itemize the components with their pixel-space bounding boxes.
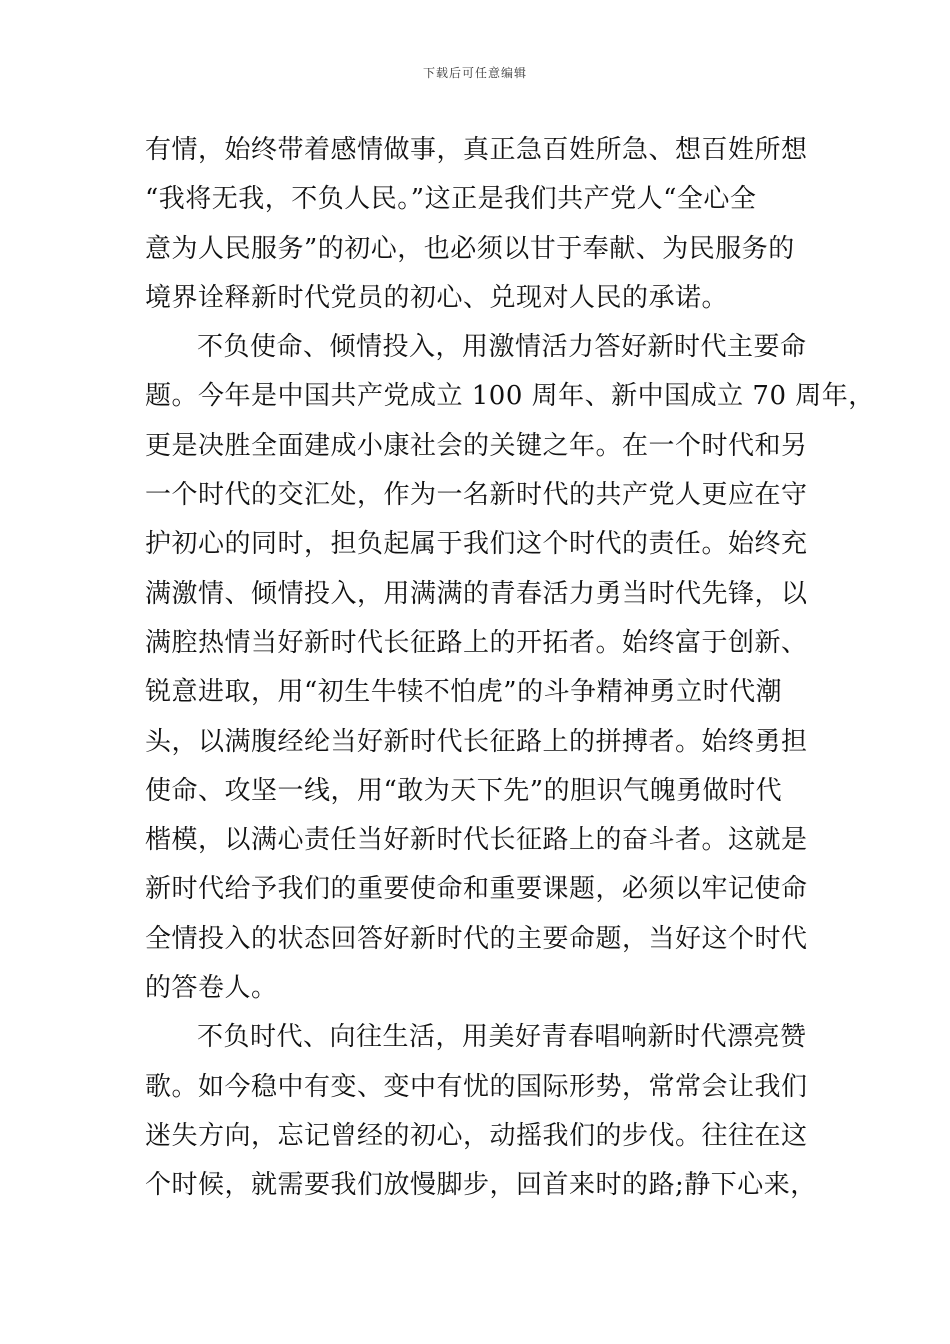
paragraph-start-line: 不负时代、向往生活，用美好青春唱响新时代漂亮赞 — [197, 1022, 807, 1053]
text-line: 头，以满腹经纶当好新时代长征路上的拼搏者。始终勇担 — [145, 726, 808, 757]
text-line: 歌。如今稳中有变、变中有忧的国际形势，常常会让我们 — [145, 1071, 808, 1102]
text-line: 个时候，就需要我们放慢脚步，回首来时的路;静下心来， — [145, 1170, 817, 1201]
text-line: 题。今年是中国共产党成立 100 周年、新中国成立 70 周年， — [145, 381, 875, 412]
text-line: 境界诠释新时代党员的初心、兑现对人民的承诺。 — [145, 282, 729, 313]
text-line: 锐意进取，用“初生牛犊不怕虎”的斗争精神勇立时代潮 — [145, 677, 783, 708]
text-line: 满激情、倾情投入，用满满的青春活力勇当时代先锋，以 — [145, 578, 808, 609]
text-line: 一个时代的交汇处，作为一名新时代的共产党人更应在守 — [145, 480, 808, 511]
text-line: 楷模，以满心责任当好新时代长征路上的奋斗者。这就是 — [145, 825, 808, 856]
text-line: 全情投入的状态回答好新时代的主要命题，当好这个时代 — [145, 923, 808, 954]
text-line: 的答卷人。 — [145, 973, 278, 1004]
text-line: 更是决胜全面建成小康社会的关键之年。在一个时代和另 — [145, 430, 808, 461]
text-line: 迷失方向，忘记曾经的初心，动摇我们的步伐。往往在这 — [145, 1120, 808, 1151]
text-line: 护初心的同时，担负起属于我们这个时代的责任。始终充 — [145, 529, 808, 560]
text-line: 意为人民服务”的初心，也必须以甘于奉献、为民服务的 — [145, 233, 795, 264]
text-line: “我将无我，不负人民。”这正是我们共产党人“全心全 — [145, 184, 757, 215]
page-header: 下载后可任意编辑 — [422, 66, 527, 80]
text-line: 使命、攻坚一线，用“敢为天下先”的胆识气魄勇做时代 — [145, 775, 783, 806]
document-body — [145, 126, 875, 1211]
text-line: 新时代给予我们的重要使命和重要课题，必须以牢记使命 — [145, 874, 808, 905]
paragraph-start-line: 不负使命、倾情投入，用激情活力答好新时代主要命 — [197, 332, 807, 363]
text-line: 有情，始终带着感情做事，真正急百姓所急、想百姓所想 — [145, 135, 808, 165]
text-line: 满腔热情当好新时代长征路上的开拓者。始终富于创新、 — [145, 627, 808, 658]
